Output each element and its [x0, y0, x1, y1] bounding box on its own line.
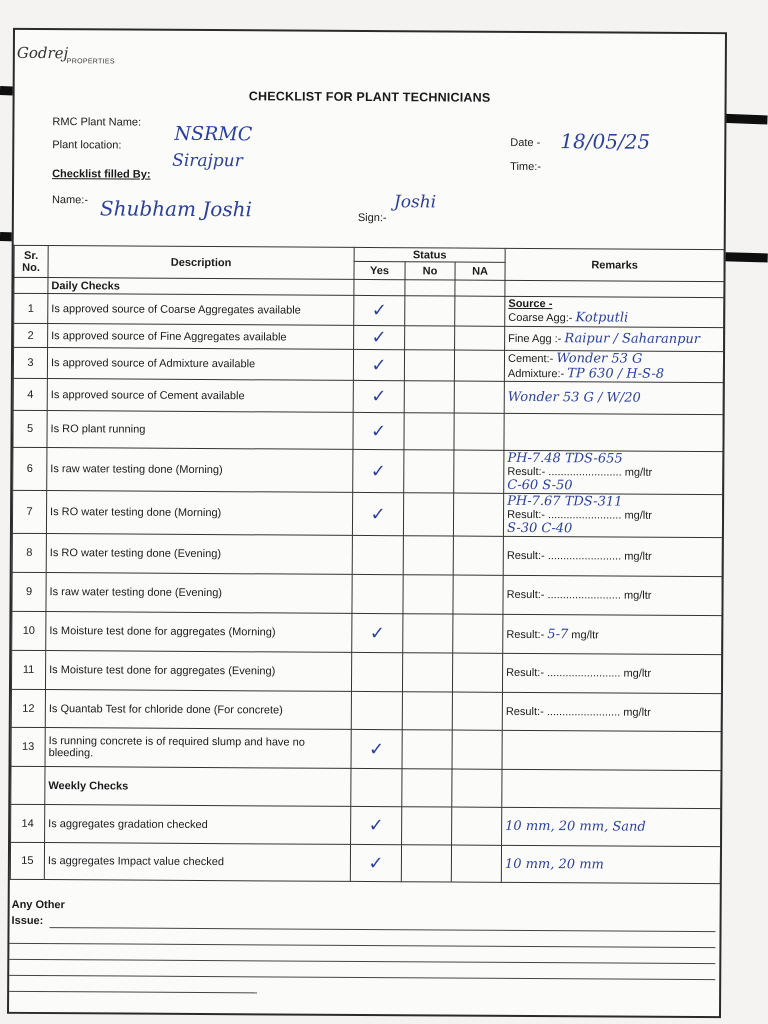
table-row [11, 650, 721, 693]
status-yes-cell[interactable] [353, 349, 404, 380]
header-no-label: No. [22, 261, 40, 274]
table-row [10, 842, 720, 883]
row-number: 5 [13, 410, 47, 447]
status-no-cell[interactable] [402, 692, 452, 730]
table-row [11, 689, 721, 731]
issue-line [9, 959, 715, 964]
fine-label: Fine Agg :- [508, 332, 562, 346]
result-unit: mg/ltr [624, 550, 652, 563]
check-mark-icon: ✓ [371, 354, 387, 376]
table-row [11, 727, 721, 770]
row-description: Is approved source of Admixture available [47, 348, 353, 381]
name-label: Name:- [51, 194, 89, 207]
result-dots: ........................ [546, 705, 621, 719]
remarks-cell [505, 296, 724, 327]
brand-logo-sub: PROPERTIES [66, 58, 115, 66]
status-na-cell[interactable] [453, 493, 503, 536]
row-number: 2 [14, 323, 48, 347]
result-label: Result:- [507, 465, 546, 479]
result-label: Result:- [506, 549, 545, 563]
table-row [12, 533, 722, 576]
remarks-cell [502, 807, 721, 846]
result-dots: ........................ [547, 550, 622, 563]
remarks-cell [502, 653, 721, 693]
issue-label: Issue: [11, 914, 44, 928]
status-no-cell[interactable] [403, 536, 453, 575]
row-description: Is running concrete is of required slump and have no bleeding. [45, 728, 351, 769]
check-mark-icon: ✓ [371, 327, 387, 349]
table-row [12, 490, 722, 537]
remark-hand-6a: PH-7.48 TDS-655 [507, 450, 623, 467]
cement-value: Wonder 53 G [556, 351, 643, 367]
cement-label: Cement:- [507, 352, 554, 366]
check-mark-icon: ✓ [370, 460, 386, 482]
status-no-cell[interactable] [405, 296, 455, 326]
status-no-cell[interactable] [405, 326, 455, 350]
status-na-cell[interactable] [452, 653, 502, 692]
status-no-cell[interactable] [401, 845, 451, 882]
row-number: 8 [12, 533, 46, 572]
row-number: 7 [12, 490, 46, 533]
check-mark-icon: ✓ [369, 622, 385, 644]
status-yes-cell[interactable] [352, 574, 403, 613]
row-description: Is aggregates gradation checked [45, 805, 351, 845]
table-row [13, 410, 723, 451]
header-na: NA [455, 262, 505, 280]
status-na-cell[interactable] [453, 614, 503, 653]
remarks-cell [502, 692, 721, 731]
status-yes-cell[interactable] [354, 295, 405, 325]
table-row [13, 447, 723, 494]
status-no-cell[interactable] [402, 807, 452, 845]
status-cell [351, 768, 402, 806]
row-number: 6 [13, 447, 47, 490]
remarks-cell [504, 450, 723, 494]
remarks-cell [504, 381, 723, 414]
date-value: 18/05/25 [560, 129, 651, 154]
other-issues [9, 895, 720, 1016]
check-mark-icon: ✓ [368, 852, 384, 874]
daily-checks-heading: Daily Checks [48, 278, 354, 296]
result-unit: mg/ltr [623, 706, 651, 719]
weekly-checks-heading: Weekly Checks [45, 767, 351, 807]
status-yes-cell[interactable] [351, 806, 402, 844]
name-value: Shubham Joshi [99, 196, 252, 222]
status-na-cell[interactable] [454, 413, 504, 450]
row-description: Is Quantab Test for chloride done (For concrete) [45, 690, 351, 730]
status-no-cell[interactable] [403, 575, 453, 614]
header-remarks: Remarks [505, 248, 724, 281]
row-description: Is raw water testing done (Morning) [47, 448, 353, 493]
result-dots: ........................ [548, 466, 622, 479]
table-row [13, 347, 723, 382]
issue-line [9, 943, 715, 948]
check-mark-icon: ✓ [368, 815, 384, 837]
row-number: 14 [11, 804, 45, 842]
check-mark-icon: ✓ [370, 503, 386, 525]
checklist-table [10, 245, 725, 884]
status-cell [452, 769, 502, 807]
row-number: 9 [12, 572, 46, 611]
result-label: Result:- [506, 588, 545, 602]
row-number: 3 [13, 347, 47, 378]
status-yes-cell[interactable] [354, 325, 405, 349]
section-no-cell [14, 277, 48, 293]
status-yes-cell[interactable] [350, 844, 401, 881]
result-dots: ........................ [548, 509, 622, 522]
remarks-cell [502, 769, 721, 808]
plant-location-label: Plant location: [52, 139, 122, 152]
signature: Joshi [393, 192, 437, 213]
check-mark-icon: ✓ [371, 300, 387, 322]
remarks-cell [504, 413, 723, 451]
status-no-cell[interactable] [404, 413, 454, 450]
status-na-cell[interactable] [455, 296, 505, 326]
status-cell [354, 279, 405, 295]
header-description: Description [48, 246, 354, 280]
remark-hand-7a: PH-7.67 TDS-311 [507, 493, 623, 510]
status-yes-cell[interactable] [353, 380, 404, 412]
remarks-cell [502, 730, 721, 770]
time-label: Time:- [510, 160, 541, 174]
status-na-cell[interactable] [452, 807, 502, 845]
row-number: 12 [11, 689, 45, 727]
row-number: 11 [11, 650, 45, 689]
plant-name-value: NSRMC [174, 122, 253, 146]
row-number: 4 [13, 378, 47, 410]
status-no-cell[interactable] [404, 450, 454, 493]
status-na-cell[interactable] [453, 575, 503, 614]
result-dots: ........................ [547, 667, 621, 680]
admix-label: Admixture:- [507, 367, 565, 381]
table-row [11, 804, 721, 846]
status-no-cell[interactable] [403, 614, 453, 653]
status-na-cell[interactable] [452, 692, 502, 730]
row-number: 13 [11, 727, 45, 766]
brand-logo: Godrej [16, 43, 69, 63]
result-dots: ........................ [547, 589, 621, 602]
status-yes-cell[interactable] [353, 449, 404, 492]
remark-hand-6b: C-60 S-50 [507, 477, 573, 494]
remarks-cell [503, 536, 722, 576]
checklist-sheet [7, 28, 727, 1018]
row-number: 15 [10, 842, 44, 879]
page-title: CHECKLIST FOR PLANT TECHNICIANS [248, 89, 491, 105]
row-description: Is Moisture test done for aggregates (Morning) [46, 612, 352, 653]
admix-value: TP 630 / H-S-8 [567, 366, 665, 382]
result-unit: mg/ltr [623, 589, 652, 602]
header-no-col: No [405, 262, 455, 280]
status-no-cell[interactable] [402, 730, 452, 769]
status-na-cell[interactable] [452, 730, 502, 769]
moisture-value: 5-7 [547, 626, 569, 642]
table-row [12, 572, 722, 615]
header-yes: Yes [354, 261, 405, 279]
result-label: Result:- [506, 628, 545, 641]
row-description: Is approved source of Cement available [47, 379, 353, 413]
result-unit: mg/ltr [624, 466, 653, 479]
row-description: Is raw water testing done (Evening) [46, 573, 352, 614]
remarks-cell [503, 575, 722, 615]
section-no-cell [11, 766, 45, 804]
table-row [13, 378, 723, 414]
header-status: Status [354, 247, 505, 262]
status-cell [405, 280, 455, 296]
row-number: 1 [14, 293, 48, 323]
status-yes-cell[interactable] [351, 691, 402, 729]
check-mark-icon: ✓ [370, 420, 387, 442]
impact-remark: 10 mm, 20 mm [504, 856, 604, 872]
status-na-cell[interactable] [454, 381, 504, 413]
issue-line [9, 975, 715, 980]
result-label: Result:- [507, 508, 546, 522]
row-number: 10 [12, 611, 46, 650]
date-label: Date - [510, 136, 541, 150]
status-no-cell[interactable] [402, 653, 452, 692]
result-unit: mg/ltr [624, 509, 653, 522]
status-yes-cell[interactable] [352, 492, 403, 535]
source-label: Source - [508, 297, 553, 311]
issue-line [9, 991, 257, 994]
remarks-cell [505, 326, 724, 351]
plant-location-value: Sirajpur [172, 150, 243, 172]
gradation-remark: 10 mm, 20 mm, Sand [505, 818, 646, 835]
row-description: Is aggregates Impact value checked [44, 843, 350, 882]
status-na-cell[interactable] [451, 845, 501, 882]
header-sr: Sr. [24, 249, 39, 262]
filled-by-label: Checklist filled By: [52, 168, 151, 181]
result-unit: mg/ltr [571, 628, 599, 641]
fine-value: Raipur / Saharanpur [564, 331, 701, 348]
remarks-cell [503, 493, 722, 537]
status-na-cell[interactable] [455, 326, 505, 350]
remarks-cell [505, 280, 724, 297]
row-description: Is RO water testing done (Morning) [46, 491, 352, 536]
row-description: Is approved source of Coarse Aggregates available [48, 294, 354, 326]
remarks-cell [503, 614, 722, 654]
status-yes-cell[interactable] [352, 535, 403, 574]
remarks-cell [501, 845, 720, 883]
remark-hand-7b: S-30 C-40 [506, 520, 573, 537]
cement-remark: Wonder 53 G / W/20 [507, 389, 641, 406]
status-na-cell[interactable] [454, 350, 504, 381]
remarks-cell [504, 350, 723, 382]
result-unit: mg/ltr [623, 667, 652, 680]
row-description: Is RO plant running [47, 411, 353, 450]
status-no-cell[interactable] [404, 350, 454, 381]
table-row [12, 611, 722, 654]
row-description: Is Moisture test done for aggregates (Evening) [45, 651, 351, 692]
other-label: Any Other [11, 898, 65, 912]
result-label: Result:- [505, 705, 544, 718]
status-na-cell[interactable] [453, 536, 503, 575]
status-cell [402, 769, 452, 807]
status-cell [455, 280, 505, 296]
status-no-cell[interactable] [403, 493, 453, 536]
check-mark-icon: ✓ [371, 386, 387, 408]
row-description: Is RO water testing done (Evening) [46, 534, 352, 575]
status-yes-cell[interactable] [351, 652, 402, 691]
status-no-cell[interactable] [404, 381, 454, 413]
sign-label: Sign:- [357, 211, 387, 225]
status-na-cell[interactable] [454, 450, 504, 493]
status-yes-cell[interactable] [351, 729, 402, 768]
result-label: Result:- [506, 666, 545, 680]
status-yes-cell[interactable] [352, 613, 403, 652]
header-no [14, 245, 48, 277]
coarse-value: Kotputli [575, 310, 629, 326]
issue-line [50, 927, 716, 932]
plant-name-label: RMC Plant Name: [52, 116, 142, 129]
coarse-label: Coarse Agg:- [508, 311, 573, 325]
table-row [14, 293, 724, 327]
check-mark-icon: ✓ [369, 738, 385, 760]
row-description: Is approved source of Fine Aggregates available [48, 324, 354, 350]
status-yes-cell[interactable] [353, 412, 404, 449]
